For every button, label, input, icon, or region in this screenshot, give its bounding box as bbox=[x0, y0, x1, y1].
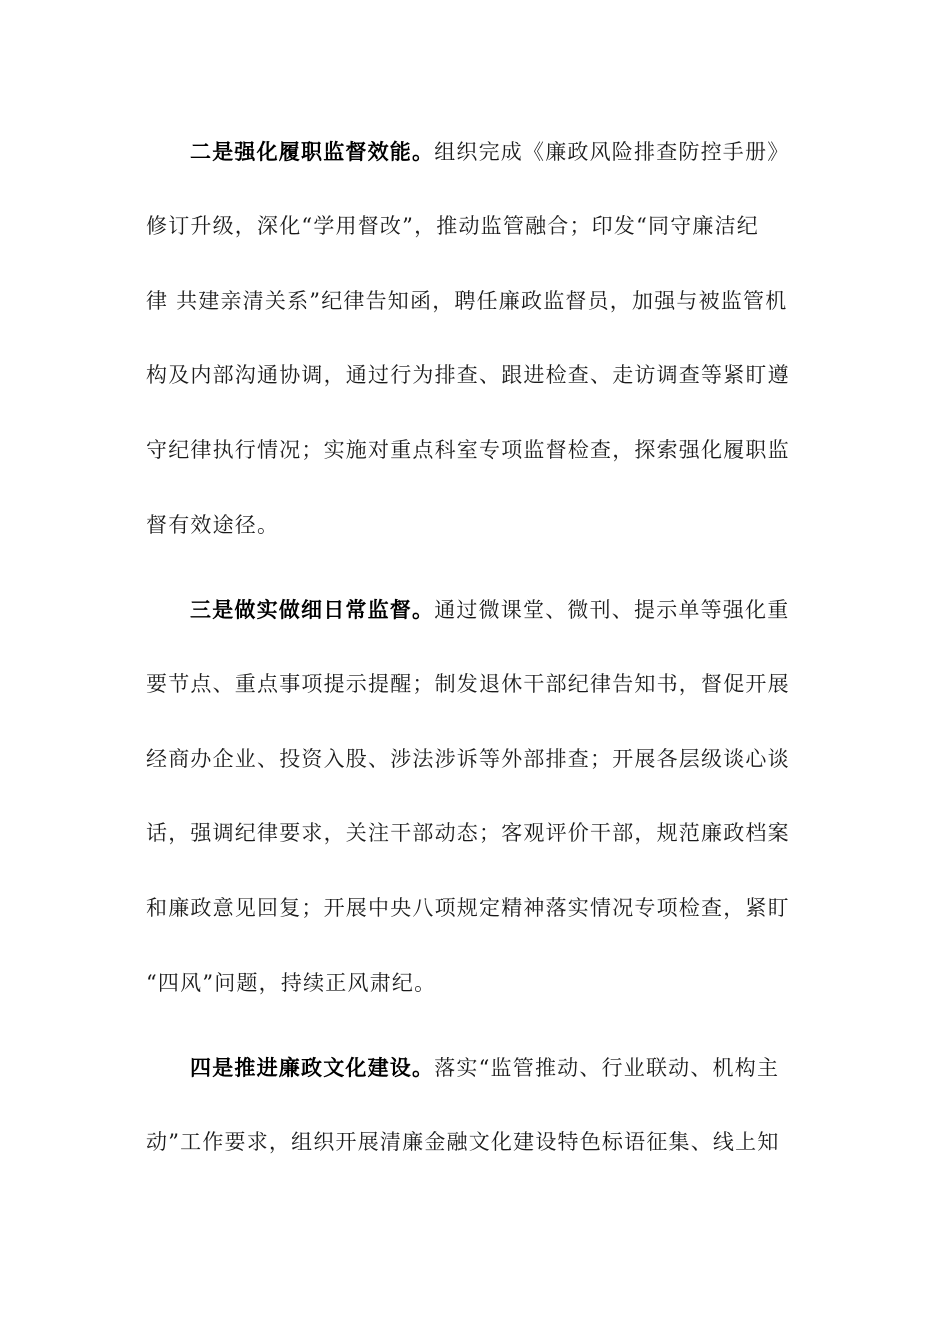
paragraph-2-lead: 三是做实做细日常监督。 bbox=[190, 597, 435, 622]
paragraph-2-text: 通过微课堂、微刊、提示单等强化重 bbox=[434, 598, 790, 622]
paragraph-2-line-4: 话，强调纪律要求，关注干部动态；客观评价干部，规范廉政档案 bbox=[146, 821, 790, 845]
paragraph-2-line-2: 要节点、重点事项提示提醒；制发退休干部纪律告知书，督促开展 bbox=[146, 672, 790, 696]
paragraph-3-text: 落实“监管推动、行业联动、机构主 bbox=[434, 1056, 780, 1080]
paragraph-1-line-1 bbox=[190, 132, 806, 172]
paragraph-1-lead: 二是强化履职监督效能。 bbox=[190, 139, 435, 164]
paragraph-2-line-5: 和廉政意见回复；开展中央八项规定精神落实情况专项检查，紧盯 bbox=[146, 896, 790, 920]
paragraph-2-line-1 bbox=[190, 590, 806, 630]
paragraph-1-line-2: 修订升级，深化“学用督改”，推动监管融合；印发“同守廉洁纪 bbox=[146, 214, 760, 238]
paragraph-2-line-6: “四风”问题，持续正风肃纪。 bbox=[146, 971, 437, 995]
paragraph-1-text: 组织完成《廉政风险排查防控手册》 bbox=[434, 140, 790, 164]
paragraph-3-lead: 四是推进廉政文化建设。 bbox=[190, 1055, 435, 1080]
paragraph-2-line-3: 经商办企业、投资入股、涉法涉诉等外部排查；开展各层级谈心谈 bbox=[146, 747, 790, 771]
paragraph-1-line-4: 构及内部沟通协调，通过行为排查、跟进检查、走访调查等紧盯遵 bbox=[146, 363, 790, 387]
paragraph-1-line-5: 守纪律执行情况；实施对重点科室专项监督检查，探索强化履职监 bbox=[146, 438, 790, 462]
paragraph-3-line-2: 动”工作要求，组织开展清廉金融文化建设特色标语征集、线上知 bbox=[146, 1130, 780, 1154]
paragraph-3-line-1 bbox=[190, 1048, 806, 1088]
paragraph-1-line-6: 督有效途径。 bbox=[146, 513, 280, 537]
paragraph-1-line-3: 律 共建亲清关系”纪律告知函，聘任廉政监督员，加强与被监管机 bbox=[146, 289, 788, 313]
